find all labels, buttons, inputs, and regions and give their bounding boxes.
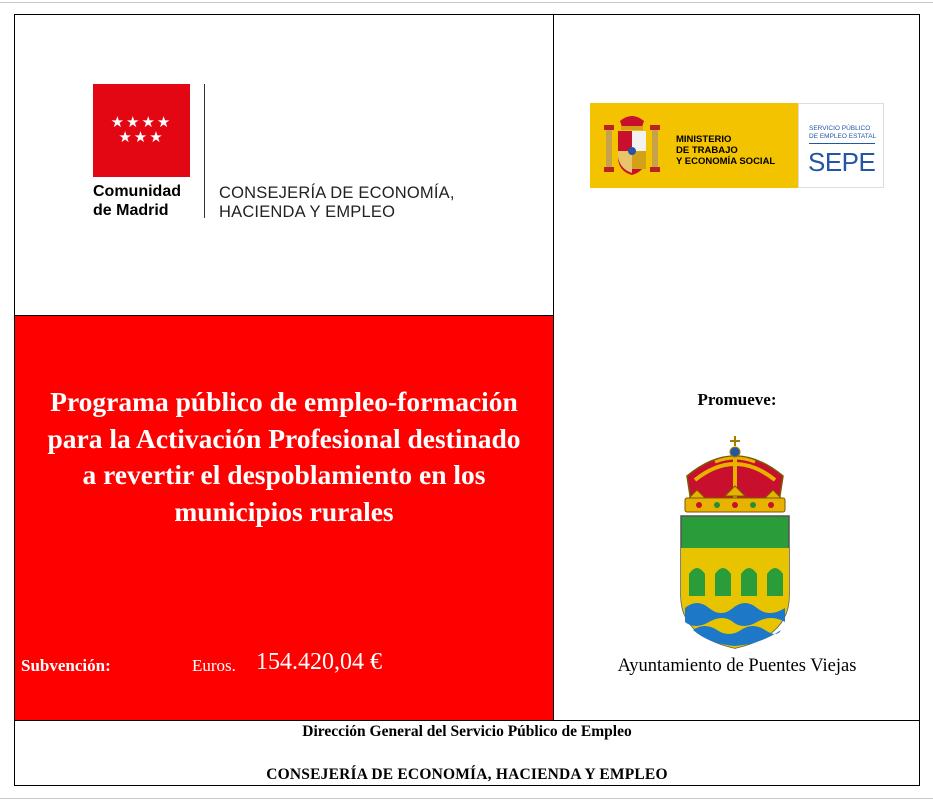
star-icons-row2: ★★★ xyxy=(118,128,165,146)
ministerio-line2: DE TRABAJO xyxy=(676,145,738,156)
column-divider xyxy=(553,14,554,721)
comunidad-madrid-name xyxy=(93,182,181,220)
sepe-subtitle xyxy=(809,125,876,141)
ministerio-text xyxy=(676,134,775,167)
logo-divider xyxy=(204,84,205,218)
program-title: Programa público de empleo-formación para la Activación Profesional destinado a revertir el despoblamiento en los municipios rurales xyxy=(47,386,521,527)
star-icons-row1: ★★★★ xyxy=(110,113,173,131)
madrid-flag-logo xyxy=(93,84,190,177)
subvencion-label: Subvención: xyxy=(21,656,111,675)
footer-divider xyxy=(14,720,920,721)
puentes-viejas-coat-of-arms-icon xyxy=(675,436,795,650)
sepe-underline xyxy=(809,143,875,144)
promueve-label: Promueve: xyxy=(697,390,777,409)
sepe-subtitle-line1: SERVICIO PÚBLICO xyxy=(809,125,871,132)
ministerio-band xyxy=(590,103,798,188)
bottom-rule xyxy=(0,798,933,799)
currency-label: Euros. xyxy=(192,656,236,675)
top-rule xyxy=(0,2,933,3)
ayuntamiento-name: Ayuntamiento de Puentes Viejas xyxy=(617,656,857,676)
ministerio-line3: Y ECONOMÍA SOCIAL xyxy=(676,156,776,167)
cm-name-line2: de Madrid xyxy=(93,202,169,219)
sepe-logo xyxy=(798,103,884,188)
ministerio-line1: MINISTERIO xyxy=(676,134,732,145)
footer-direccion-general: Dirección General del Servicio Público de Empleo xyxy=(302,723,632,740)
consejeria-line1: CONSEJERÍA DE ECONOMÍA, xyxy=(219,184,455,202)
cm-name-line1: Comunidad xyxy=(93,183,181,200)
consejeria-line2: HACIENDA Y EMPLEO xyxy=(219,203,396,221)
spain-coat-of-arms-icon xyxy=(602,113,662,179)
program-panel xyxy=(15,316,553,720)
sepe-subtitle-line2: DE EMPLEO ESTATAL xyxy=(809,133,877,140)
footer-consejeria: CONSEJERÍA DE ECONOMÍA, HACIENDA Y EMPLEO xyxy=(266,766,668,783)
sepe-wordmark: SEPE xyxy=(808,147,876,177)
consejeria-logo-text xyxy=(219,184,455,222)
subvencion-amount: 154.420,04 € xyxy=(256,649,382,675)
ministerio-sepe-logo xyxy=(590,103,884,188)
